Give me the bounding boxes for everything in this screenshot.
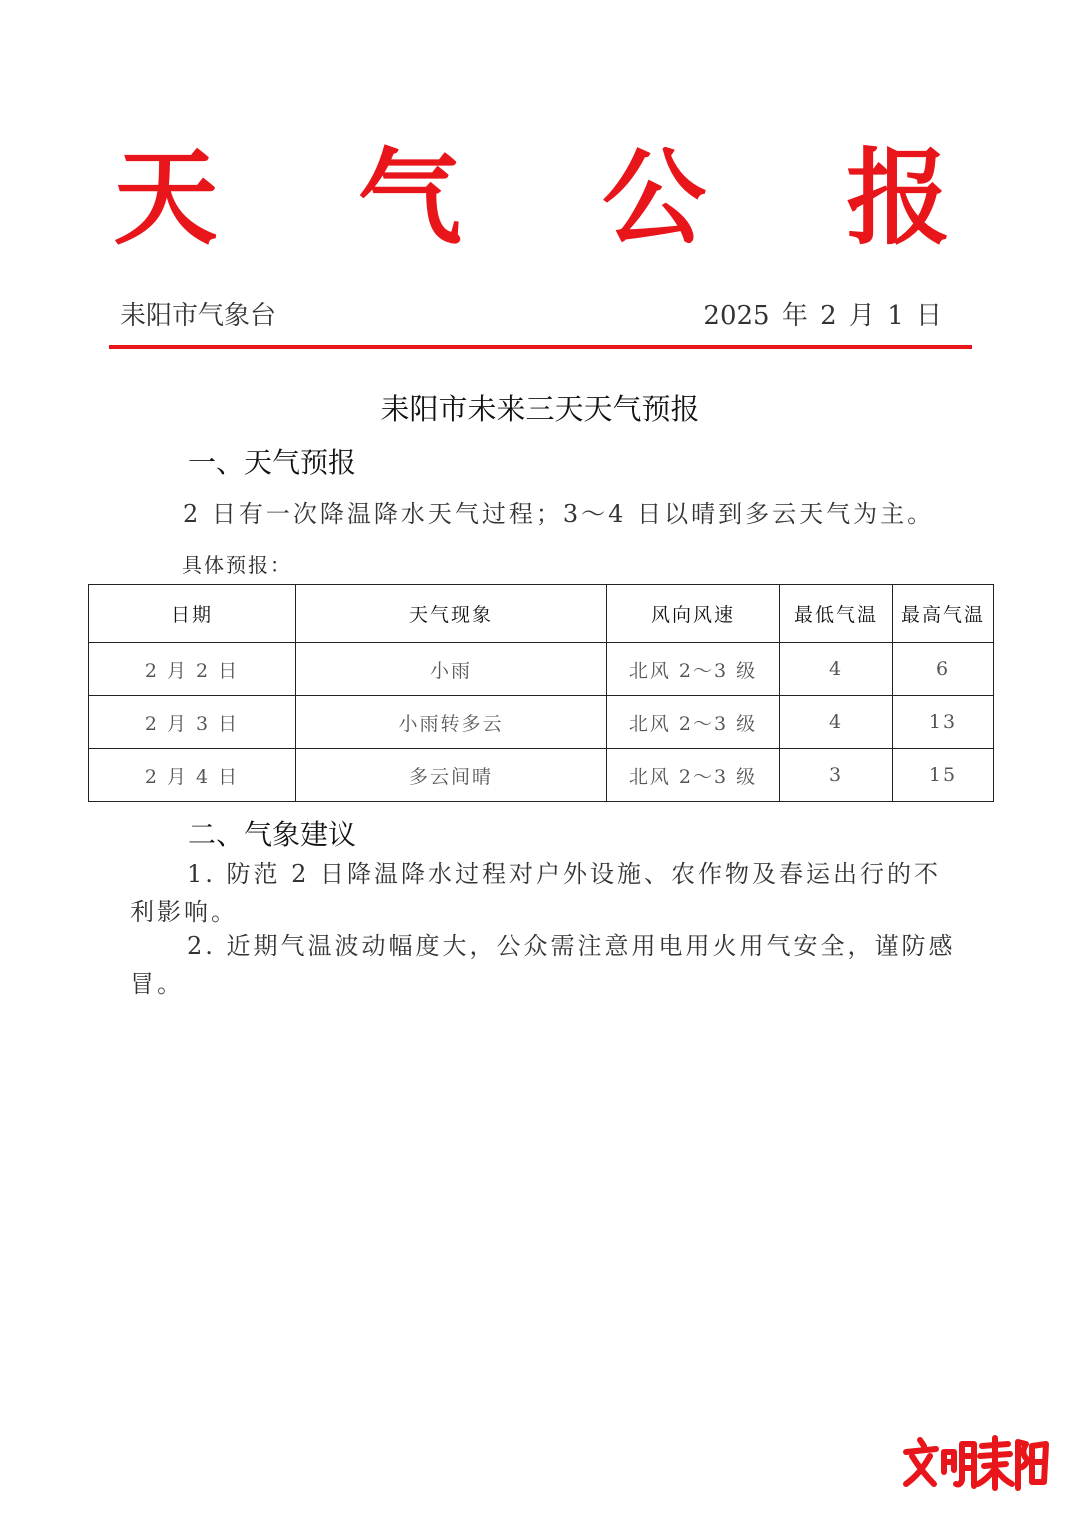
advice-item: 2. 近期气温波动幅度大，公众需注意用电用火用气安全，谨防感冒。 (130, 932, 956, 998)
cell-date: 2 月 2 日 (89, 643, 296, 696)
column-header-weather: 天气现象 (296, 585, 607, 643)
cell-max-temp: 15 (893, 749, 994, 802)
column-header-max-temp: 最高气温 (893, 585, 994, 643)
cell-date: 2 月 4 日 (89, 749, 296, 802)
cell-max-temp: 13 (893, 696, 994, 749)
cell-wind: 北风 2～3 级 (607, 696, 780, 749)
cell-min-temp: 3 (780, 749, 893, 802)
column-header-min-temp: 最低气温 (780, 585, 893, 643)
detail-forecast-label: 具体预报： (182, 553, 292, 577)
cell-weather: 小雨 (296, 643, 607, 696)
document-title: 耒阳市未来三天天气预报 (380, 392, 700, 426)
advice-item: 1. 防范 2 日降温降水过程对户外设施、农作物及春运出行的不利影响。 (130, 860, 942, 926)
header-divider (109, 345, 972, 349)
masthead-title: 天 气 公 报 (113, 136, 1003, 259)
masthead (0, 138, 1080, 258)
forecast-table (88, 584, 994, 802)
cell-min-temp: 4 (780, 643, 893, 696)
column-header-date: 日期 (89, 585, 296, 643)
cell-wind: 北风 2～3 级 (607, 749, 780, 802)
issuer-name: 耒阳市气象台 (120, 301, 277, 331)
section-heading-forecast: 一、天气预报 (188, 446, 357, 479)
cell-min-temp: 4 (780, 696, 893, 749)
column-header-wind: 风向风速 (607, 585, 780, 643)
wenming-leiyang-logo (900, 1432, 1050, 1492)
table-row (89, 749, 994, 802)
table-row (89, 643, 994, 696)
cell-wind: 北风 2～3 级 (607, 643, 780, 696)
section-heading-advice: 二、气象建议 (188, 818, 357, 851)
cell-date: 2 月 3 日 (89, 696, 296, 749)
cell-max-temp: 6 (893, 643, 994, 696)
table-header-row (89, 585, 994, 643)
issue-date: 2025 年 2 月 1 日 (703, 301, 942, 331)
cell-weather: 多云间晴 (296, 749, 607, 802)
forecast-summary: 2 日有一次降温降水天气过程；3～4 日以晴到多云天气为主。 (183, 500, 935, 528)
cell-weather: 小雨转多云 (296, 696, 607, 749)
table-row (89, 696, 994, 749)
